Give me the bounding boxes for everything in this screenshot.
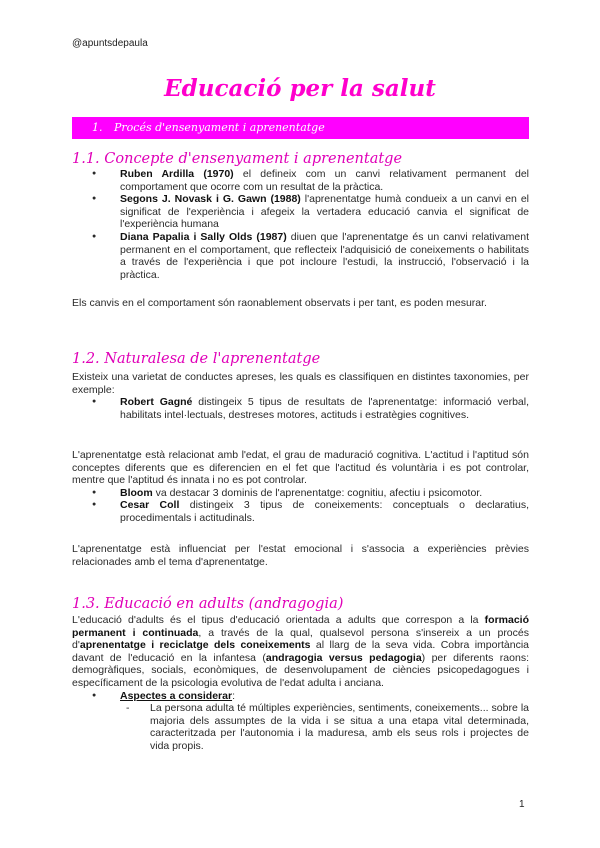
list-item [72,193,529,231]
page-number: 1 [519,799,525,810]
list-item [72,168,529,193]
list-item [72,499,529,524]
list-item: ● Aspectes a considerar: - La persona adulta té múltiples experiències, sentiments, coneixements... sobre la majoria dels assumptes de la vida i se situa a una etapa vital determinada, caracteritzada per l'autonomia i la maduresa, amb els seus rols i projectes de vida propis. [72,690,529,753]
section-1-1-bullets [72,168,529,281]
chapter-number: 1. [92,121,103,134]
list-item [72,487,529,500]
section-1-1-paragraph [72,297,529,310]
list-item-text: l'aprenentatge humà condueix a un canvi en el significat de l'experiència i afegeix la vertadera educació canvia el significat de l'experiència humana [120,193,529,231]
author-name: Bloom [120,486,153,499]
author-name: Robert Gagné [120,396,193,409]
chapter-title: Procés d'ensenyament i aprenentatge [114,121,325,134]
author-name: Cesar Coll [120,499,180,512]
section-1-3-body [72,614,529,753]
chapter-banner [72,117,529,139]
section-1-1-body [72,168,529,281]
author-name: Ruben Ardilla (1970) [120,168,234,180]
author-name: Segons J. Novask i G. Gawn (1988) [120,193,301,206]
section-1-2-closing [72,543,529,568]
paragraph: Els canvis en el comportament són raonablement observats i per tant, es poden mesurar. [72,297,487,309]
list-item [72,231,529,281]
section-1-3-bullets [72,690,529,753]
section-1-2-bullets-a [72,396,529,421]
list-item [72,396,529,421]
document-title: Educació per la salut [164,75,436,102]
section-heading-1-2: 1.2. Naturalesa de l'aprenentatge [72,351,321,367]
author-handle: @apuntsdepaula [72,38,148,49]
list-item-text: distingeix 3 tipus de coneixements: conceptuals o declaratius, procedimentals i actitudinals. [120,499,530,524]
sub-list-item: - La persona adulta té múltiples experiències, sentiments, coneixements... sobre la majoria dels assumptes de la vida i se situa a una etapa vital determinada, caracteritzada per l'autonomia i la maduresa, amb els seus rols i projectes de vida propis. [72,702,529,752]
paragraph: Existeix una varietat de conductes apreses, les quals es classifiquen en distintes taxonomies, per exemple: [72,371,529,396]
paragraph: L'aprenentatge està relacionat amb l'edat, el grau de maduració cognitiva. L'actitud i l'aptitud són conceptes diferents que es diferencien en el fet que l'actitud és voluntària i es pot controlar, mentre que l'aptitud és innata i no es pot controlar. [72,449,529,487]
aspects-sublist [72,702,529,752]
list-item-text: distingeix 5 tipus de resultats de l'aprenentatge: informació verbal, habilitats intel·lectuals, destreses motores, actituds i estratègies cognitives. [120,396,529,421]
section-heading-1-3: 1.3. Educació en adults (andragogia) [72,596,344,612]
list-item-text: el defineix com un canvi relativament permanent del comportament que ocorre com un resultat de la pràctica. [120,168,529,193]
paragraph: L'educació d'adults és el tipus d'educació orientada a adults que correspon a la formació permanent i continuada, a través de la qual, qualsevol persona s'insereix a un procés d'aprenentatge i reciclatge dels coneixements al llarg de la seva vida. Cobra importància davant de l'educació en la infantesa (andragogia versus pedagogia) per diferents raons: demogràfiques, socials, econòmiques, de desenvolupament de ciències psicopedagogues i específicament de la psicologia evolutiva de l'edat adulta i anciana. [72,614,529,689]
paragraph: L'aprenentatge està influenciat per l'estat emocional i s'associa a experiències prèvies relacionades amb el tema d'aprenentatge. [72,543,529,568]
list-item-text: diuen que l'aprenentatge és un canvi relativament permanent en el comportament, que reflecteix l'adquisició de coneixements o habilitats a través de l'experiència i que pot incloure l'estudi, la instrucció, l'observació i la pràctica. [120,230,530,281]
list-item-text: va destacar 3 dominis de l'aprenentatge: cognitiu, afectiu i psicomotor. [152,486,483,499]
author-name: Diana Papalia i Sally Olds (1987) [120,230,287,243]
section-1-2-bullets-b [72,487,529,525]
section-1-2-paragraph [72,449,529,525]
section-1-2-intro [72,371,529,421]
aspects-label: Aspectes a considerar [120,689,233,702]
section-heading-1-1: 1.1. Concepte d'ensenyament i aprenentatge [72,151,403,167]
